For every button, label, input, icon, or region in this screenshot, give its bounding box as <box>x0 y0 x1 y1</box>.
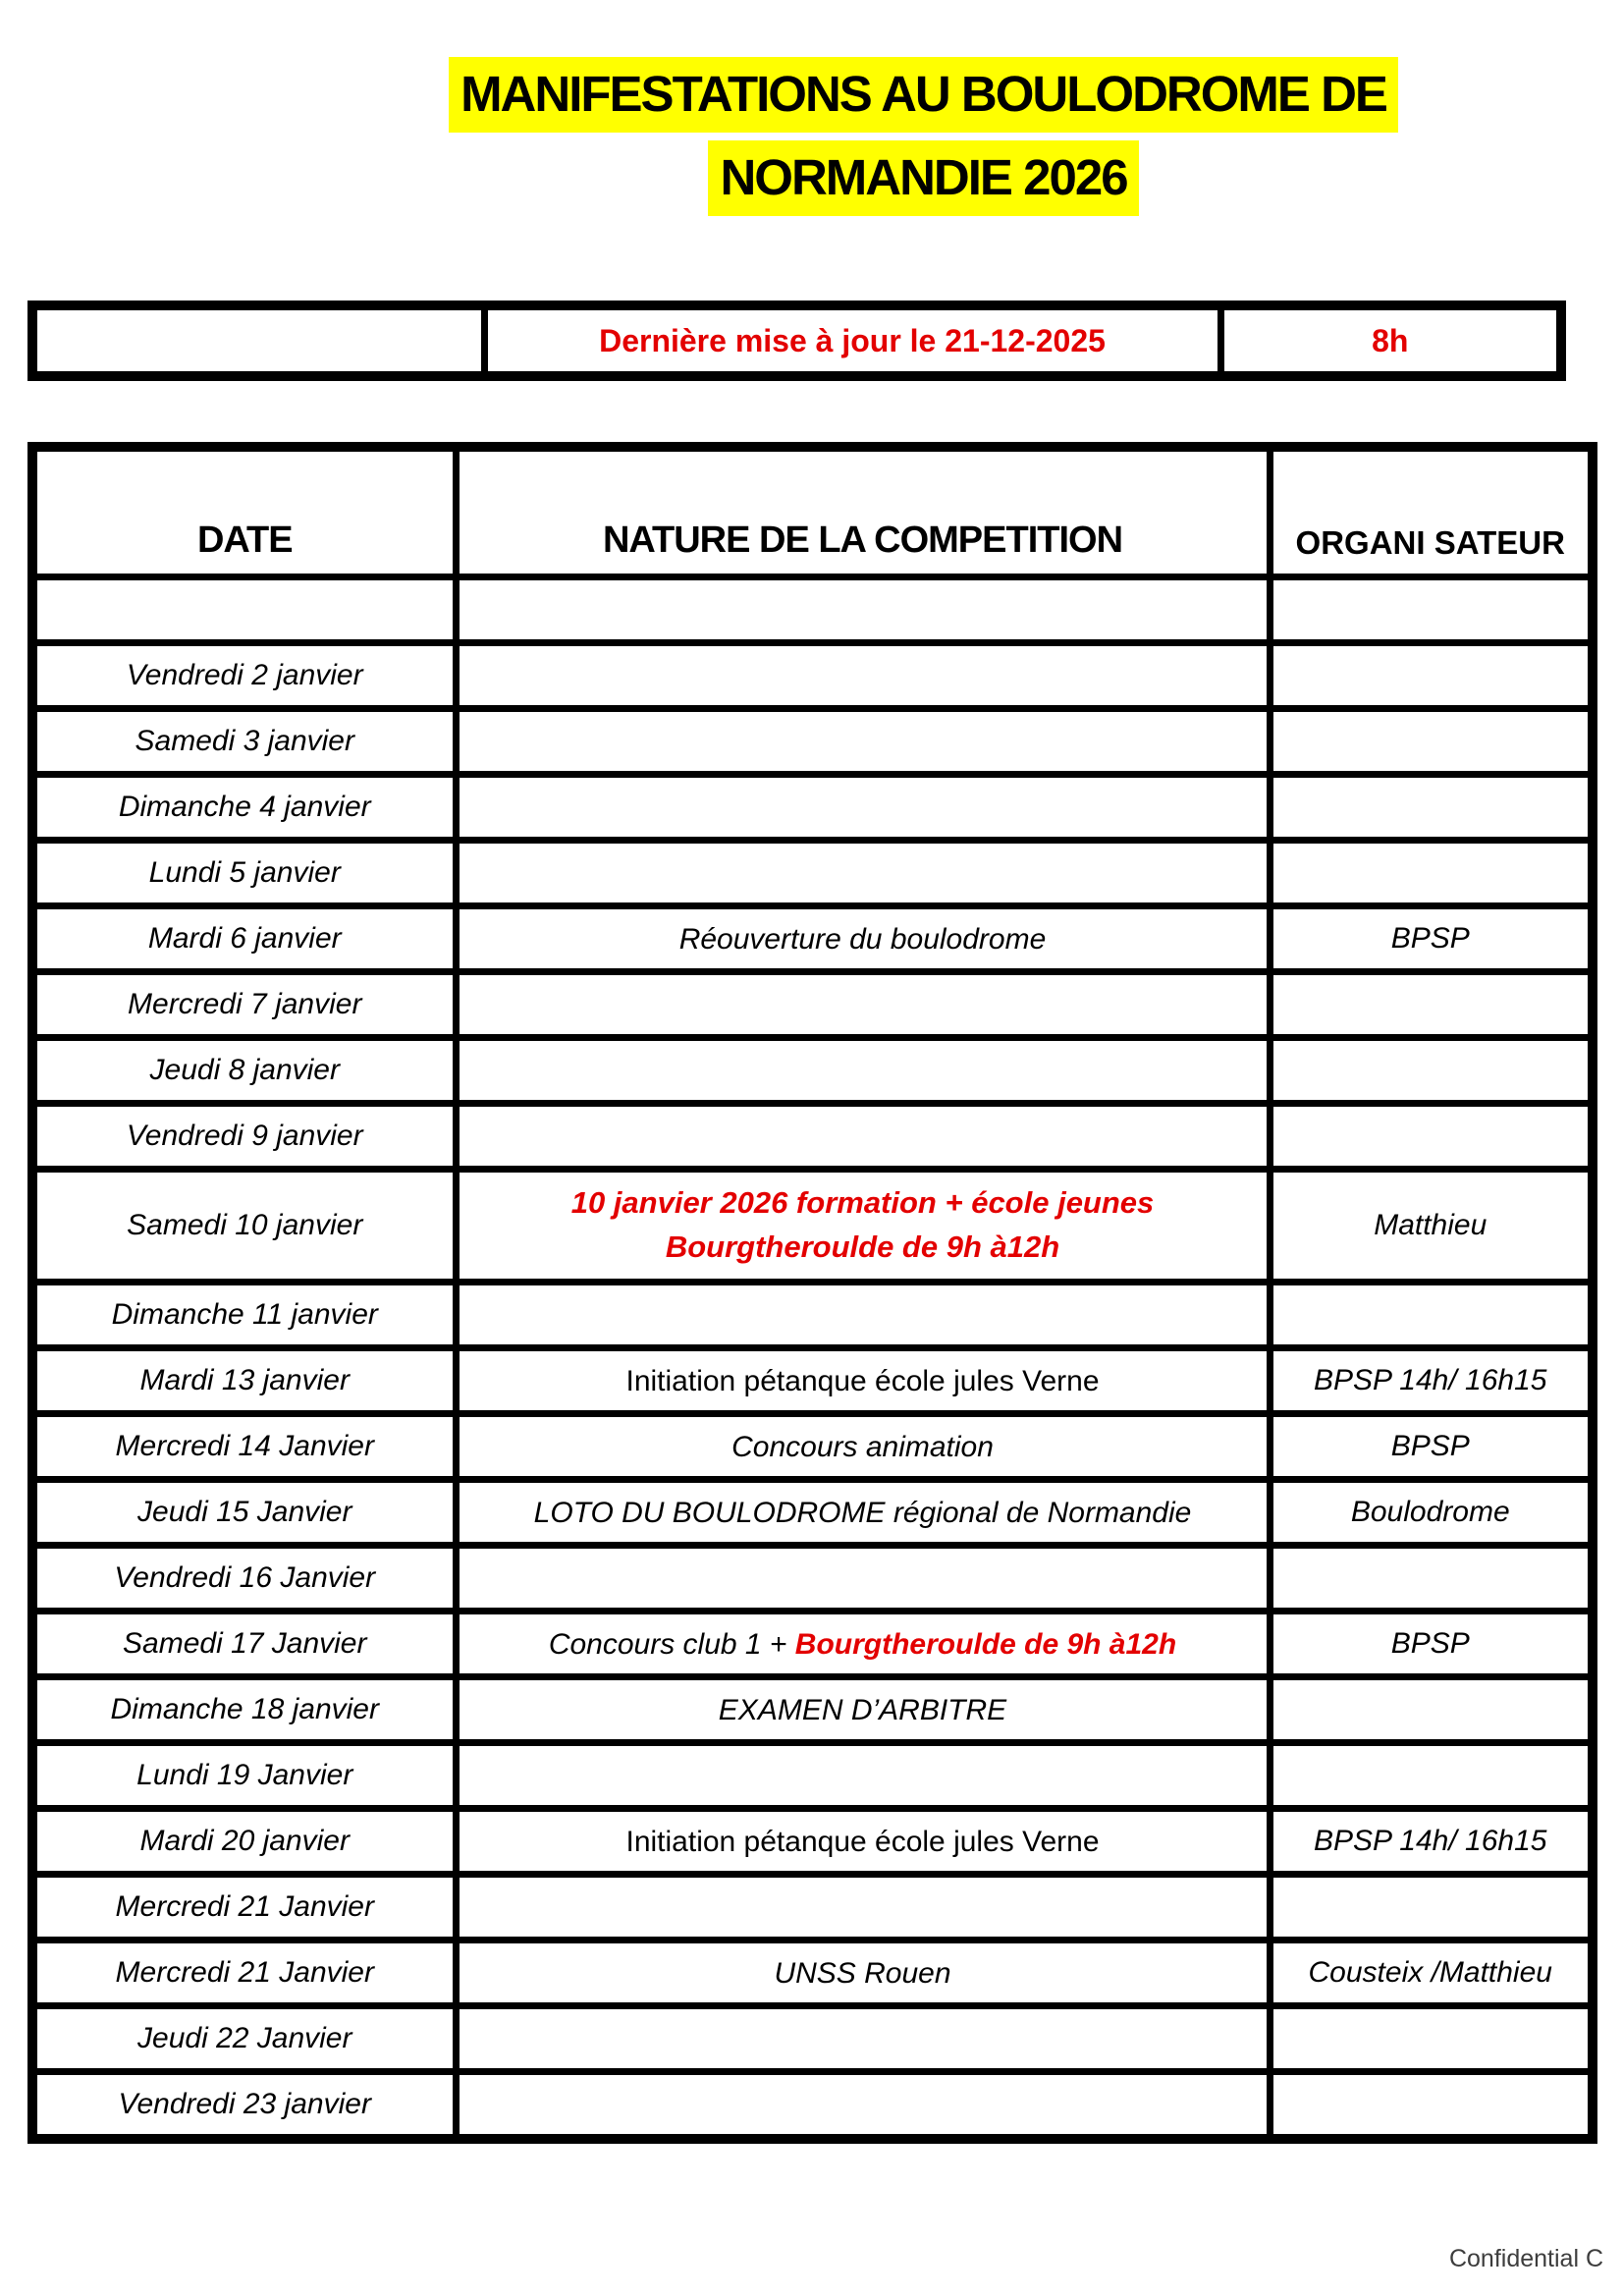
nature-cell <box>456 1348 1270 1414</box>
table-row <box>32 643 1593 709</box>
nature-cell <box>456 1941 1270 2006</box>
organizer-cell <box>1270 1104 1593 1170</box>
nature-cell <box>456 1038 1270 1104</box>
nature-cell <box>456 709 1270 775</box>
organizer-cell: Matthieu <box>1270 1170 1593 1283</box>
organizer-cell: Boulodrome <box>1270 1480 1593 1546</box>
nature-text-segment: Initiation pétanque école jules Verne <box>625 1364 1100 1397</box>
column-header-date: DATE <box>32 447 456 577</box>
nature-line <box>465 1494 1261 1532</box>
table-row <box>32 1546 1593 1612</box>
date-cell: Samedi 17 Janvier <box>32 1612 456 1677</box>
organizer-cell <box>1270 1875 1593 1941</box>
table-row <box>32 1612 1593 1677</box>
nature-cell <box>456 643 1270 709</box>
date-cell: Jeudi 8 janvier <box>32 1038 456 1104</box>
date-cell: Mercredi 21 Janvier <box>32 1941 456 2006</box>
nature-line <box>465 1181 1261 1226</box>
table-row <box>32 972 1593 1038</box>
nature-cell <box>456 1612 1270 1677</box>
confidential-label: Confidential C <box>1448 2245 1603 2272</box>
date-cell: Mardi 20 janvier <box>32 1809 456 1875</box>
table-row <box>32 1348 1593 1414</box>
organizer-cell <box>1270 1038 1593 1104</box>
title-line-2: NORMANDIE 2026 <box>708 140 1138 216</box>
table-row <box>32 577 1593 643</box>
table-row <box>32 1809 1593 1875</box>
nature-cell <box>456 2072 1270 2140</box>
table-row <box>32 1283 1593 1348</box>
nature-cell <box>456 2006 1270 2072</box>
nature-text-segment: Réouverture du boulodrome <box>678 922 1047 956</box>
nature-cell <box>456 1170 1270 1283</box>
nature-line <box>465 920 1261 958</box>
nature-text-segment: EXAMEN D’ARBITRE <box>718 1693 1007 1726</box>
table-row <box>32 775 1593 841</box>
organizer-cell: BPSP <box>1270 1414 1593 1480</box>
update-time: 8h <box>1220 305 1561 376</box>
nature-line <box>465 1691 1261 1729</box>
table-row <box>32 1677 1593 1743</box>
date-cell: Lundi 19 Janvier <box>32 1743 456 1809</box>
nature-text-segment: Concours animation <box>731 1430 994 1463</box>
date-cell: Dimanche 4 janvier <box>32 775 456 841</box>
nature-text-segment: LOTO DU BOULODROME régional de Normandie <box>533 1496 1192 1529</box>
date-cell: Jeudi 15 Janvier <box>32 1480 456 1546</box>
date-cell: Samedi 10 janvier <box>32 1170 456 1283</box>
date-cell: Vendredi 2 janvier <box>32 643 456 709</box>
table-row <box>32 709 1593 775</box>
title-line-2-wrap <box>236 140 1611 216</box>
table-row <box>32 1480 1593 1546</box>
nature-cell <box>456 906 1270 972</box>
organizer-cell <box>1270 1743 1593 1809</box>
date-cell: Dimanche 11 janvier <box>32 1283 456 1348</box>
column-header-nature: NATURE DE LA COMPETITION <box>456 447 1270 577</box>
nature-cell <box>456 1677 1270 1743</box>
organizer-cell: BPSP <box>1270 906 1593 972</box>
table-row <box>32 1170 1593 1283</box>
organizer-cell <box>1270 643 1593 709</box>
date-cell: Mardi 6 janvier <box>32 906 456 972</box>
date-cell: Mercredi 7 janvier <box>32 972 456 1038</box>
title-line-1-wrap <box>236 57 1611 133</box>
nature-cell <box>456 1743 1270 1809</box>
nature-line <box>465 1625 1261 1664</box>
date-cell: Mardi 13 janvier <box>32 1348 456 1414</box>
organizer-cell <box>1270 1677 1593 1743</box>
organizer-cell <box>1270 775 1593 841</box>
events-header-row <box>32 447 1593 577</box>
nature-cell <box>456 972 1270 1038</box>
nature-line <box>465 1226 1261 1270</box>
nature-line <box>465 1428 1261 1466</box>
organizer-cell <box>1270 709 1593 775</box>
table-row <box>32 1038 1593 1104</box>
nature-cell <box>456 1480 1270 1546</box>
info-empty-cell <box>32 305 484 376</box>
nature-line <box>465 1954 1261 1993</box>
organizer-cell <box>1270 577 1593 643</box>
nature-cell <box>456 1875 1270 1941</box>
date-cell: Samedi 3 janvier <box>32 709 456 775</box>
organizer-cell <box>1270 1283 1593 1348</box>
nature-text-segment: Bourgtheroulde de 9h à12h <box>794 1627 1177 1661</box>
date-cell: Jeudi 22 Janvier <box>32 2006 456 2072</box>
table-row <box>32 1875 1593 1941</box>
date-cell: Lundi 5 janvier <box>32 841 456 906</box>
table-row <box>32 906 1593 972</box>
date-cell <box>32 577 456 643</box>
nature-cell <box>456 841 1270 906</box>
organizer-cell <box>1270 2072 1593 2140</box>
organizer-cell <box>1270 841 1593 906</box>
table-row <box>32 1104 1593 1170</box>
update-info-bar <box>27 301 1566 381</box>
nature-text-segment: Concours club 1 + <box>548 1627 795 1661</box>
date-cell: Vendredi 9 janvier <box>32 1104 456 1170</box>
table-row <box>32 2006 1593 2072</box>
date-cell: Dimanche 18 janvier <box>32 1677 456 1743</box>
nature-text-segment: Bourgtheroulde de 9h à12h <box>665 1230 1060 1264</box>
organizer-cell: Cousteix /Matthieu <box>1270 1941 1593 2006</box>
organizer-cell <box>1270 1546 1593 1612</box>
table-row <box>32 2072 1593 2140</box>
date-cell: Vendredi 16 Janvier <box>32 1546 456 1612</box>
nature-text-segment: 10 janvier 2026 formation + école jeunes <box>570 1185 1155 1221</box>
nature-cell <box>456 577 1270 643</box>
title-line-1: MANIFESTATIONS AU BOULODROME DE <box>449 57 1398 133</box>
page-title <box>236 57 1611 224</box>
nature-cell <box>456 1809 1270 1875</box>
nature-text-segment: Initiation pétanque école jules Verne <box>625 1825 1100 1858</box>
nature-cell <box>456 1283 1270 1348</box>
nature-line <box>465 1362 1261 1400</box>
organizer-cell: BPSP 14h/ 16h15 <box>1270 1809 1593 1875</box>
update-info-row <box>32 305 1561 376</box>
column-header-organizer: ORGANI SATEUR <box>1270 447 1593 577</box>
date-cell: Mercredi 14 Janvier <box>32 1414 456 1480</box>
nature-cell <box>456 775 1270 841</box>
organizer-cell <box>1270 972 1593 1038</box>
date-cell: Vendredi 23 janvier <box>32 2072 456 2140</box>
organizer-cell <box>1270 2006 1593 2072</box>
events-table <box>27 442 1597 2144</box>
nature-text-segment: UNSS Rouen <box>774 1956 951 1990</box>
nature-cell <box>456 1104 1270 1170</box>
nature-line <box>465 1823 1261 1861</box>
organizer-cell: BPSP <box>1270 1612 1593 1677</box>
table-row <box>32 841 1593 906</box>
last-update-text: Dernière mise à jour le 21-12-2025 <box>484 305 1220 376</box>
table-row <box>32 1743 1593 1809</box>
nature-cell <box>456 1546 1270 1612</box>
table-row <box>32 1941 1593 2006</box>
table-row <box>32 1414 1593 1480</box>
organizer-cell: BPSP 14h/ 16h15 <box>1270 1348 1593 1414</box>
date-cell: Mercredi 21 Janvier <box>32 1875 456 1941</box>
nature-cell <box>456 1414 1270 1480</box>
